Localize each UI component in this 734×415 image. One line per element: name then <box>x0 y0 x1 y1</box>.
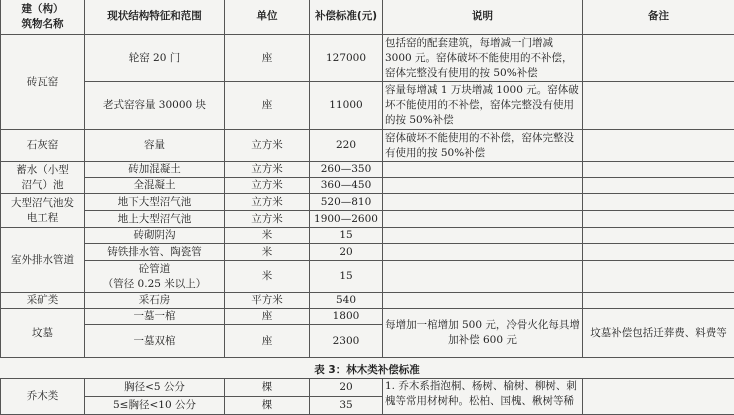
category-biogas-small: 蓄水（小型 沼气）池 <box>1 162 85 194</box>
header-standard: 补偿标准(元) <box>310 0 383 35</box>
unit-cell: 座 <box>225 309 310 325</box>
unit-cell: 座 <box>225 82 310 130</box>
header-name: 建（构） 筑物名称 <box>1 0 85 35</box>
desc-cell <box>383 194 583 211</box>
standard-cell: 127000 <box>310 35 383 82</box>
table-row <box>1 162 734 178</box>
table-row <box>1 261 734 293</box>
desc-cell <box>383 162 583 178</box>
feature-cell: 地上大型沼气池 <box>85 211 225 228</box>
table-caption: 表 3：林木类补偿标准 <box>0 362 734 378</box>
unit-cell: 座 <box>225 35 310 82</box>
note-cell <box>583 194 734 211</box>
header-row <box>1 0 734 35</box>
category-drainage: 室外排水管道 <box>1 228 85 293</box>
feature-cell: 砖砌阴沟 <box>85 228 225 244</box>
standard-cell: 15 <box>310 261 383 293</box>
desc-cell <box>383 211 583 228</box>
note-cell <box>583 82 734 130</box>
standard-cell: 20 <box>310 244 383 261</box>
note-cell <box>583 211 734 228</box>
desc-cell: 1. 乔木系指泡桐、杨树、榆树、柳树、刺槐等常用材树种。松柏、国槐、楸树等稀 <box>383 379 583 415</box>
standard-cell: 520—810 <box>310 194 383 211</box>
standard-cell: 20 <box>310 379 383 397</box>
desc-cell <box>383 228 583 244</box>
category-lime-kiln: 石灰窑 <box>1 130 85 162</box>
desc-cell <box>383 244 583 261</box>
feature-cell: 一墓双棺 <box>85 325 225 358</box>
category-biogas-large: 大型沼气池发 电工程 <box>1 194 85 228</box>
note-cell <box>583 244 734 261</box>
note-cell <box>583 162 734 178</box>
note-cell <box>583 228 734 244</box>
standard-cell: 2300 <box>310 325 383 358</box>
note-cell <box>583 178 734 194</box>
unit-cell: 立方米 <box>225 178 310 194</box>
feature-cell: 地下大型沼气池 <box>85 194 225 211</box>
forest-table <box>0 378 734 415</box>
category-brick-kiln: 砖瓦窑 <box>1 35 85 130</box>
unit-cell: 座 <box>225 325 310 358</box>
unit-cell: 立方米 <box>225 162 310 178</box>
unit-cell: 米 <box>225 244 310 261</box>
feature-cell: 胸径<5 公分 <box>85 379 225 397</box>
header-feature: 现状结构特征和范围 <box>85 0 225 35</box>
table-row <box>1 379 734 397</box>
standard-cell: 1800 <box>310 309 383 325</box>
note-cell <box>583 35 734 82</box>
standard-cell: 15 <box>310 228 383 244</box>
unit-cell: 米 <box>225 261 310 293</box>
unit-cell: 米 <box>225 228 310 244</box>
category-tree: 乔木类 <box>1 379 85 415</box>
table-row <box>1 130 734 162</box>
desc-cell: 每增加一棺增加 500 元，冷骨火化每具增加补偿 600 元 <box>383 309 583 358</box>
note-cell: 坟墓补偿包括迁葬费、料费等 <box>583 309 734 358</box>
table-row <box>1 293 734 309</box>
table-row <box>1 35 734 82</box>
table-row <box>1 194 734 211</box>
standard-cell: 220 <box>310 130 383 162</box>
unit-cell: 棵 <box>225 397 310 415</box>
header-unit: 单位 <box>225 0 310 35</box>
header-note: 备注 <box>583 0 734 35</box>
table-row <box>1 211 734 228</box>
feature-cell: 老式窑容量 30000 块 <box>85 82 225 130</box>
desc-cell: 容量每增减 1 万块增减 1000 元。窑体破坏不能使用的不补偿，窑体完整没有使用的按 50%补偿 <box>383 82 583 130</box>
unit-cell: 立方米 <box>225 130 310 162</box>
standard-cell: 260—350 <box>310 162 383 178</box>
category-tomb: 坟墓 <box>1 309 85 358</box>
feature-cell: 采石房 <box>85 293 225 309</box>
feature-cell: 铸铁排水管、陶瓷管 <box>85 244 225 261</box>
note-cell <box>583 130 734 162</box>
unit-cell: 平方米 <box>225 293 310 309</box>
feature-cell: 全混凝土 <box>85 178 225 194</box>
category-mining: 采矿类 <box>1 293 85 309</box>
standard-cell: 1900—2600 <box>310 211 383 228</box>
table-row <box>1 178 734 194</box>
table-row <box>1 309 734 325</box>
desc-cell: 窑体破坏不能使用的不补偿，窑体完整没有使用的按 50%补偿 <box>383 130 583 162</box>
note-cell <box>583 293 734 309</box>
note-cell <box>583 261 734 293</box>
feature-cell: 容量 <box>85 130 225 162</box>
feature-cell: 砼管道 （管径 0.25 米以上） <box>85 261 225 293</box>
standard-cell: 35 <box>310 397 383 415</box>
desc-cell: 包括窑的配套建筑，每增减一门增减 3000 元。窑体破坏不能使用的不补偿，窑体完整没有使用的按 50%补偿 <box>383 35 583 82</box>
unit-cell: 立方米 <box>225 211 310 228</box>
note-cell <box>583 379 734 415</box>
standard-cell: 540 <box>310 293 383 309</box>
standard-cell: 11000 <box>310 82 383 130</box>
unit-cell: 立方米 <box>225 194 310 211</box>
unit-cell: 棵 <box>225 379 310 397</box>
table-row <box>1 244 734 261</box>
desc-cell <box>383 293 583 309</box>
header-desc: 说明 <box>383 0 583 35</box>
standard-cell: 360—450 <box>310 178 383 194</box>
feature-cell: 5≤胸径<10 公分 <box>85 397 225 415</box>
feature-cell: 一墓一棺 <box>85 309 225 325</box>
desc-cell <box>383 261 583 293</box>
feature-cell: 轮窑 20 门 <box>85 35 225 82</box>
table-row <box>1 228 734 244</box>
table-row <box>1 82 734 130</box>
feature-cell: 砖加混凝土 <box>85 162 225 178</box>
desc-cell <box>383 178 583 194</box>
